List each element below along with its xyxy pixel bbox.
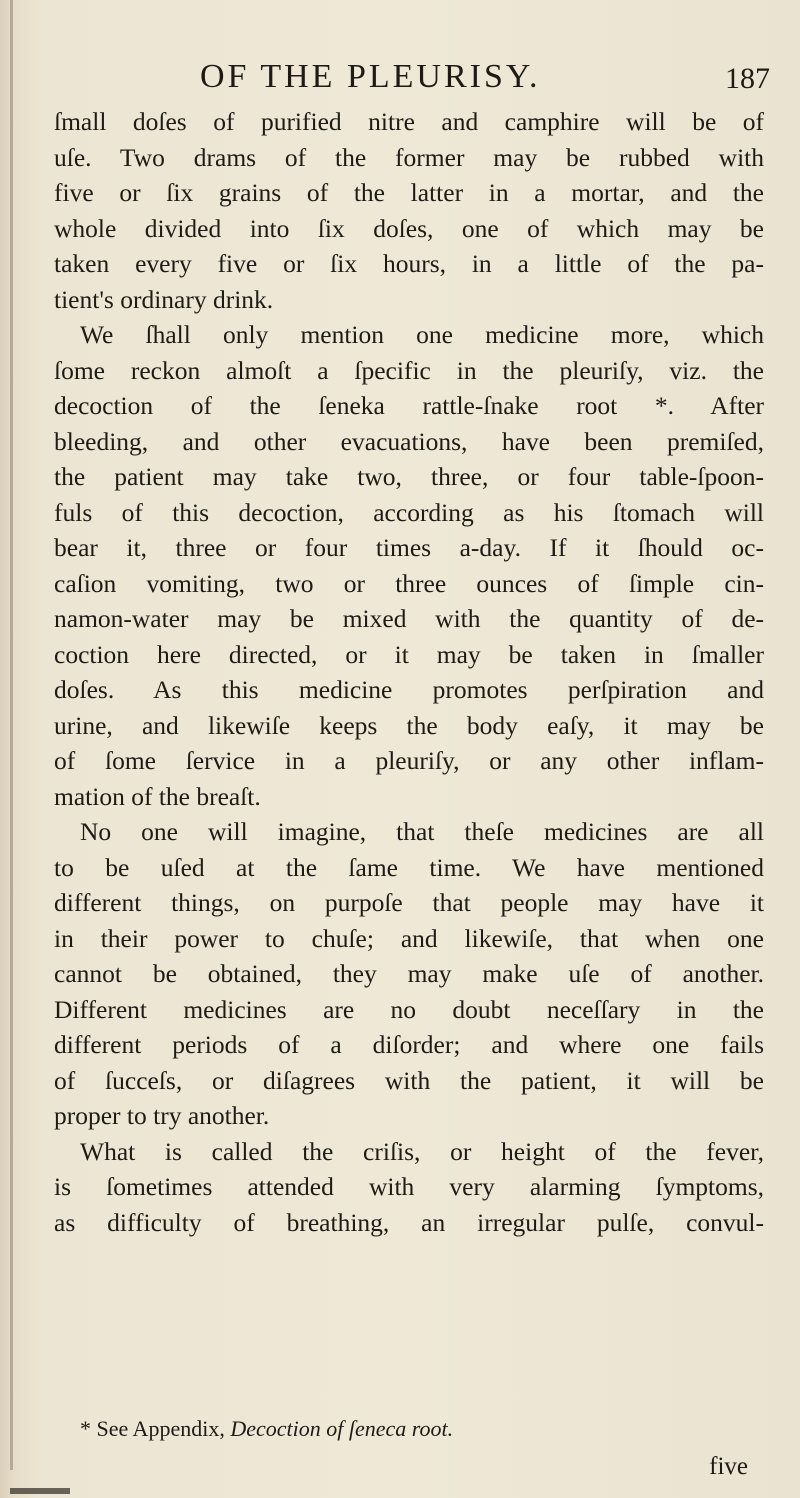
text-line: of ſome ſervice in a pleuriſy, or any other inflam- (54, 746, 764, 775)
text-line: taken every five or ſix hours, in a little of the pa- (54, 249, 764, 278)
footnote (80, 1416, 453, 1442)
text-line: is ſometimes attended with very alarming ſymptoms, (54, 1172, 764, 1201)
text-line: of ſucceſs, or diſagrees with the patient, it will be (54, 1065, 764, 1095)
text-line: We ſhall only mention one medicine more, which (80, 320, 764, 349)
text-line: tient's ordinary drink. (54, 284, 274, 314)
running-head: OF THE PLEURISY. (200, 58, 541, 95)
text-line: coction here directed, or it may be taken in ſmaller (54, 639, 764, 669)
body-text (54, 104, 764, 1240)
text-line: ſome reckon almoſt a ſpecific in the pleuriſy, viz. the (54, 355, 764, 385)
text-line: whole divided into ſix doſes, one of which may be (54, 213, 764, 243)
text-line: What is called the criſis, or height of the fever, (80, 1136, 764, 1166)
binding-edge (10, 0, 13, 1470)
text-line: bleeding, and other evacuations, have been premiſed, (54, 426, 764, 456)
text-line: caſion vomiting, two or three ounces of ſimple cin- (54, 568, 764, 598)
text-line: proper to try another. (54, 1101, 270, 1130)
footnote-title: Decoction of ſeneca root. (230, 1416, 454, 1441)
text-line: ſmall doſes of purified nitre and camphire will be of (54, 107, 764, 136)
catchword: five (709, 1453, 748, 1480)
text-line: cannot be obtained, they may make uſe of another. (54, 959, 764, 988)
text-line: namon-water may be mixed with the quantity of de- (54, 604, 764, 633)
page-corner-shadow (10, 1488, 70, 1494)
text-line: decoction of the ſeneka rattle-ſnake root *. After (54, 391, 764, 420)
text-line: fuls of this decoction, according as his ſtomach will (54, 497, 764, 527)
text-line: No one will imagine, that theſe medicines are all (80, 817, 764, 846)
text-line: urine, and likewiſe keeps the body eaſy, it may be (54, 710, 764, 740)
footnote-marker: * See Appendix, (80, 1416, 225, 1441)
text-line: to be uſed at the ſame time. We have mentioned (54, 852, 764, 882)
page-number: 187 (725, 62, 770, 95)
page-header (110, 58, 770, 108)
text-line: doſes. As this medicine promotes perſpiration and (54, 675, 764, 704)
text-line: different periods of a diſorder; and where one fails (54, 1030, 764, 1059)
text-line: different things, on purpoſe that people may have it (54, 888, 764, 917)
text-line: Different medicines are no doubt neceſſary in the (54, 994, 764, 1024)
text-line: as difficulty of breathing, an irregular pulſe, convul- (54, 1207, 764, 1237)
text-line: bear it, three or four times a-day. If it ſhould oc- (54, 533, 764, 562)
text-line: five or ſix grains of the latter in a mortar, and the (54, 178, 764, 207)
text-line: in their power to chuſe; and likewiſe, that when one (54, 923, 764, 953)
text-line: uſe. Two drams of the former may be rubbed with (54, 142, 764, 172)
text-line: the patient may take two, three, or four table-ſpoon- (54, 462, 764, 491)
text-line: mation of the breaſt. (54, 781, 261, 811)
